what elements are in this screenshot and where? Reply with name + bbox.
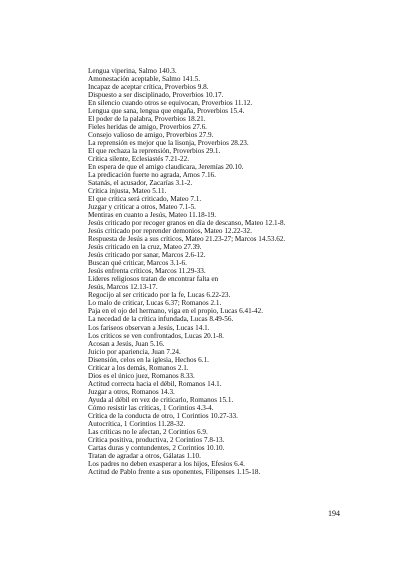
reference-entry: Los críticos se ven confrontados, Lucas 20.1-8. — [88, 331, 224, 340]
reference-entry: Acosan a Jesús, Juan 5.16. — [88, 339, 165, 348]
reference-entry: En espera de que el amigo claudicara, Jeremías 20.10. — [88, 163, 244, 172]
reference-entry: Jesús criticado en la cruz, Mateo 27.39. — [88, 243, 202, 252]
reference-entry: Lengua viperina, Salmo 140.3. — [88, 67, 177, 75]
reference-entry: Amonestación aceptable, Salmo 141.5. — [88, 75, 201, 84]
reference-entry: Incapaz de aceptar crítica, Proverbios 9.8. — [88, 83, 209, 92]
reference-entry: Juzgar y criticar a otros, Mateo 7.1-5. — [88, 203, 196, 212]
reference-entry: Jesús enfrenta críticos, Marcos 11.29-33. — [88, 267, 206, 276]
reference-entry: Autocrítica, 1 Corintios 11.28-32. — [88, 419, 186, 428]
reference-entry: Juzgar a otros, Romanos 14.3. — [88, 387, 175, 396]
reference-entry: En silencio cuando otros se equivocan, Proverbios 11.12. — [88, 99, 253, 108]
reference-entry: El poder de la palabra, Proverbios 18.21. — [88, 115, 206, 124]
reference-entry: La reprensión es mejor que la lisonja, Proverbios 28.23. — [88, 139, 249, 148]
reference-entry: Paja en el ojo del hermano, viga en el propio, Lucas 6.41-42. — [88, 307, 264, 316]
reference-entry: Tratan de agradar a otros, Gálatas 1.10. — [88, 451, 201, 460]
reference-entry: Juicio por apariencia, Juan 7.24. — [88, 347, 181, 356]
page-number: 194 — [328, 509, 340, 518]
reference-entry: Respuesta de Jesús a sus críticos, Mateo 21.23-27; Marcos 14.53.62. — [88, 235, 286, 244]
reference-entry: Las críticas no le afectan, 2 Corintios 6.9. — [88, 427, 208, 436]
reference-entry: La predicación fuerte no agrada, Amos 7.16. — [88, 171, 216, 180]
reference-entry: Lo malo de criticar, Lucas 6.37; Romanos 2.1. — [88, 299, 222, 308]
reference-entry: La necedad de la crítica infundada, Lucas 8.49-56. — [88, 315, 234, 324]
reference-entry: Jesús criticado por recoger granos en día de descanso, Mateo 12.1-8. — [88, 219, 286, 228]
reference-entry-list — [88, 67, 378, 476]
reference-entry: Ayuda al débil en vez de criticarlo, Romanos 15.1. — [88, 395, 234, 404]
reference-entry: Jesús criticado por reprender demonios, Mateo 12.22-32. — [88, 227, 252, 236]
reference-entry: Cartas duras y contundentes, 2 Corintios 10.10. — [88, 443, 225, 452]
reference-entry: Los padres no deben exasperar a los hijos, Efesios 6.4. — [88, 459, 245, 468]
reference-entry: Dispuesto a ser disciplinado, Proverbios 10.17. — [88, 91, 224, 100]
reference-entry: Crítica injusta, Mateo 5.11. — [88, 187, 167, 196]
reference-entry: Crítica de la conducta de otro, 1 Corintios 10.27-33. — [88, 411, 238, 420]
reference-entry: Consejo valioso de amigo, Proverbios 27.9. — [88, 131, 214, 140]
reference-entry: Fieles heridas de amigo, Proverbios 27.6. — [88, 123, 207, 132]
reference-entry: Lengua que sana, lengua que engaña, Proverbios 15.4. — [88, 107, 245, 116]
reference-entry: Los fariseos observan a Jesús, Lucas 14.1. — [88, 323, 210, 332]
reference-entry: Cómo resistir las críticas, 1 Corintios 4.3-4. — [88, 403, 214, 412]
reference-entry: Criticar a los demás, Romanos 2.1. — [88, 363, 189, 372]
reference-entry: Buscan qué criticar, Marcos 3.1-6. — [88, 259, 187, 268]
reference-entry: Dios es el único juez, Romanos 8.33. — [88, 371, 195, 380]
reference-entry: Disensión, celos en la iglesia, Hechos 6.1. — [88, 355, 209, 364]
reference-entry: Jesús, Marcos 12.13-17. — [88, 283, 158, 292]
reference-entry: Actitud correcta hacia el débil, Romanos 14.1. — [88, 379, 222, 388]
reference-entry: Regocijo al ser criticado por la fe, Lucas 6.22-23. — [88, 291, 231, 300]
reference-entry: El que rechaza la reprensión, Proverbios 29.1. — [88, 147, 221, 156]
reference-entry: Mentiras en cuanto a Jesús, Mateo 11.18-19. — [88, 211, 217, 220]
reference-entry: El que critica será criticado, Mateo 7.1. — [88, 195, 202, 204]
reference-entry: Crítica silente, Eclesiastés 7.21-22. — [88, 155, 189, 164]
reference-entry: Jesús criticado por sanar, Marcos 2.6-12. — [88, 251, 206, 260]
reference-entry: Actitud de Pablo frente a sus oponentes, Filipenses 1.15-18. — [88, 467, 261, 476]
reference-entry: Líderes religiosos tratan de encontrar falta en — [88, 275, 219, 284]
reference-entry: Satanás, el acusador, Zacarías 3.1-2. — [88, 179, 193, 188]
reference-entry: Crítica positiva, productiva, 2 Corintios 7.8-13. — [88, 435, 225, 444]
